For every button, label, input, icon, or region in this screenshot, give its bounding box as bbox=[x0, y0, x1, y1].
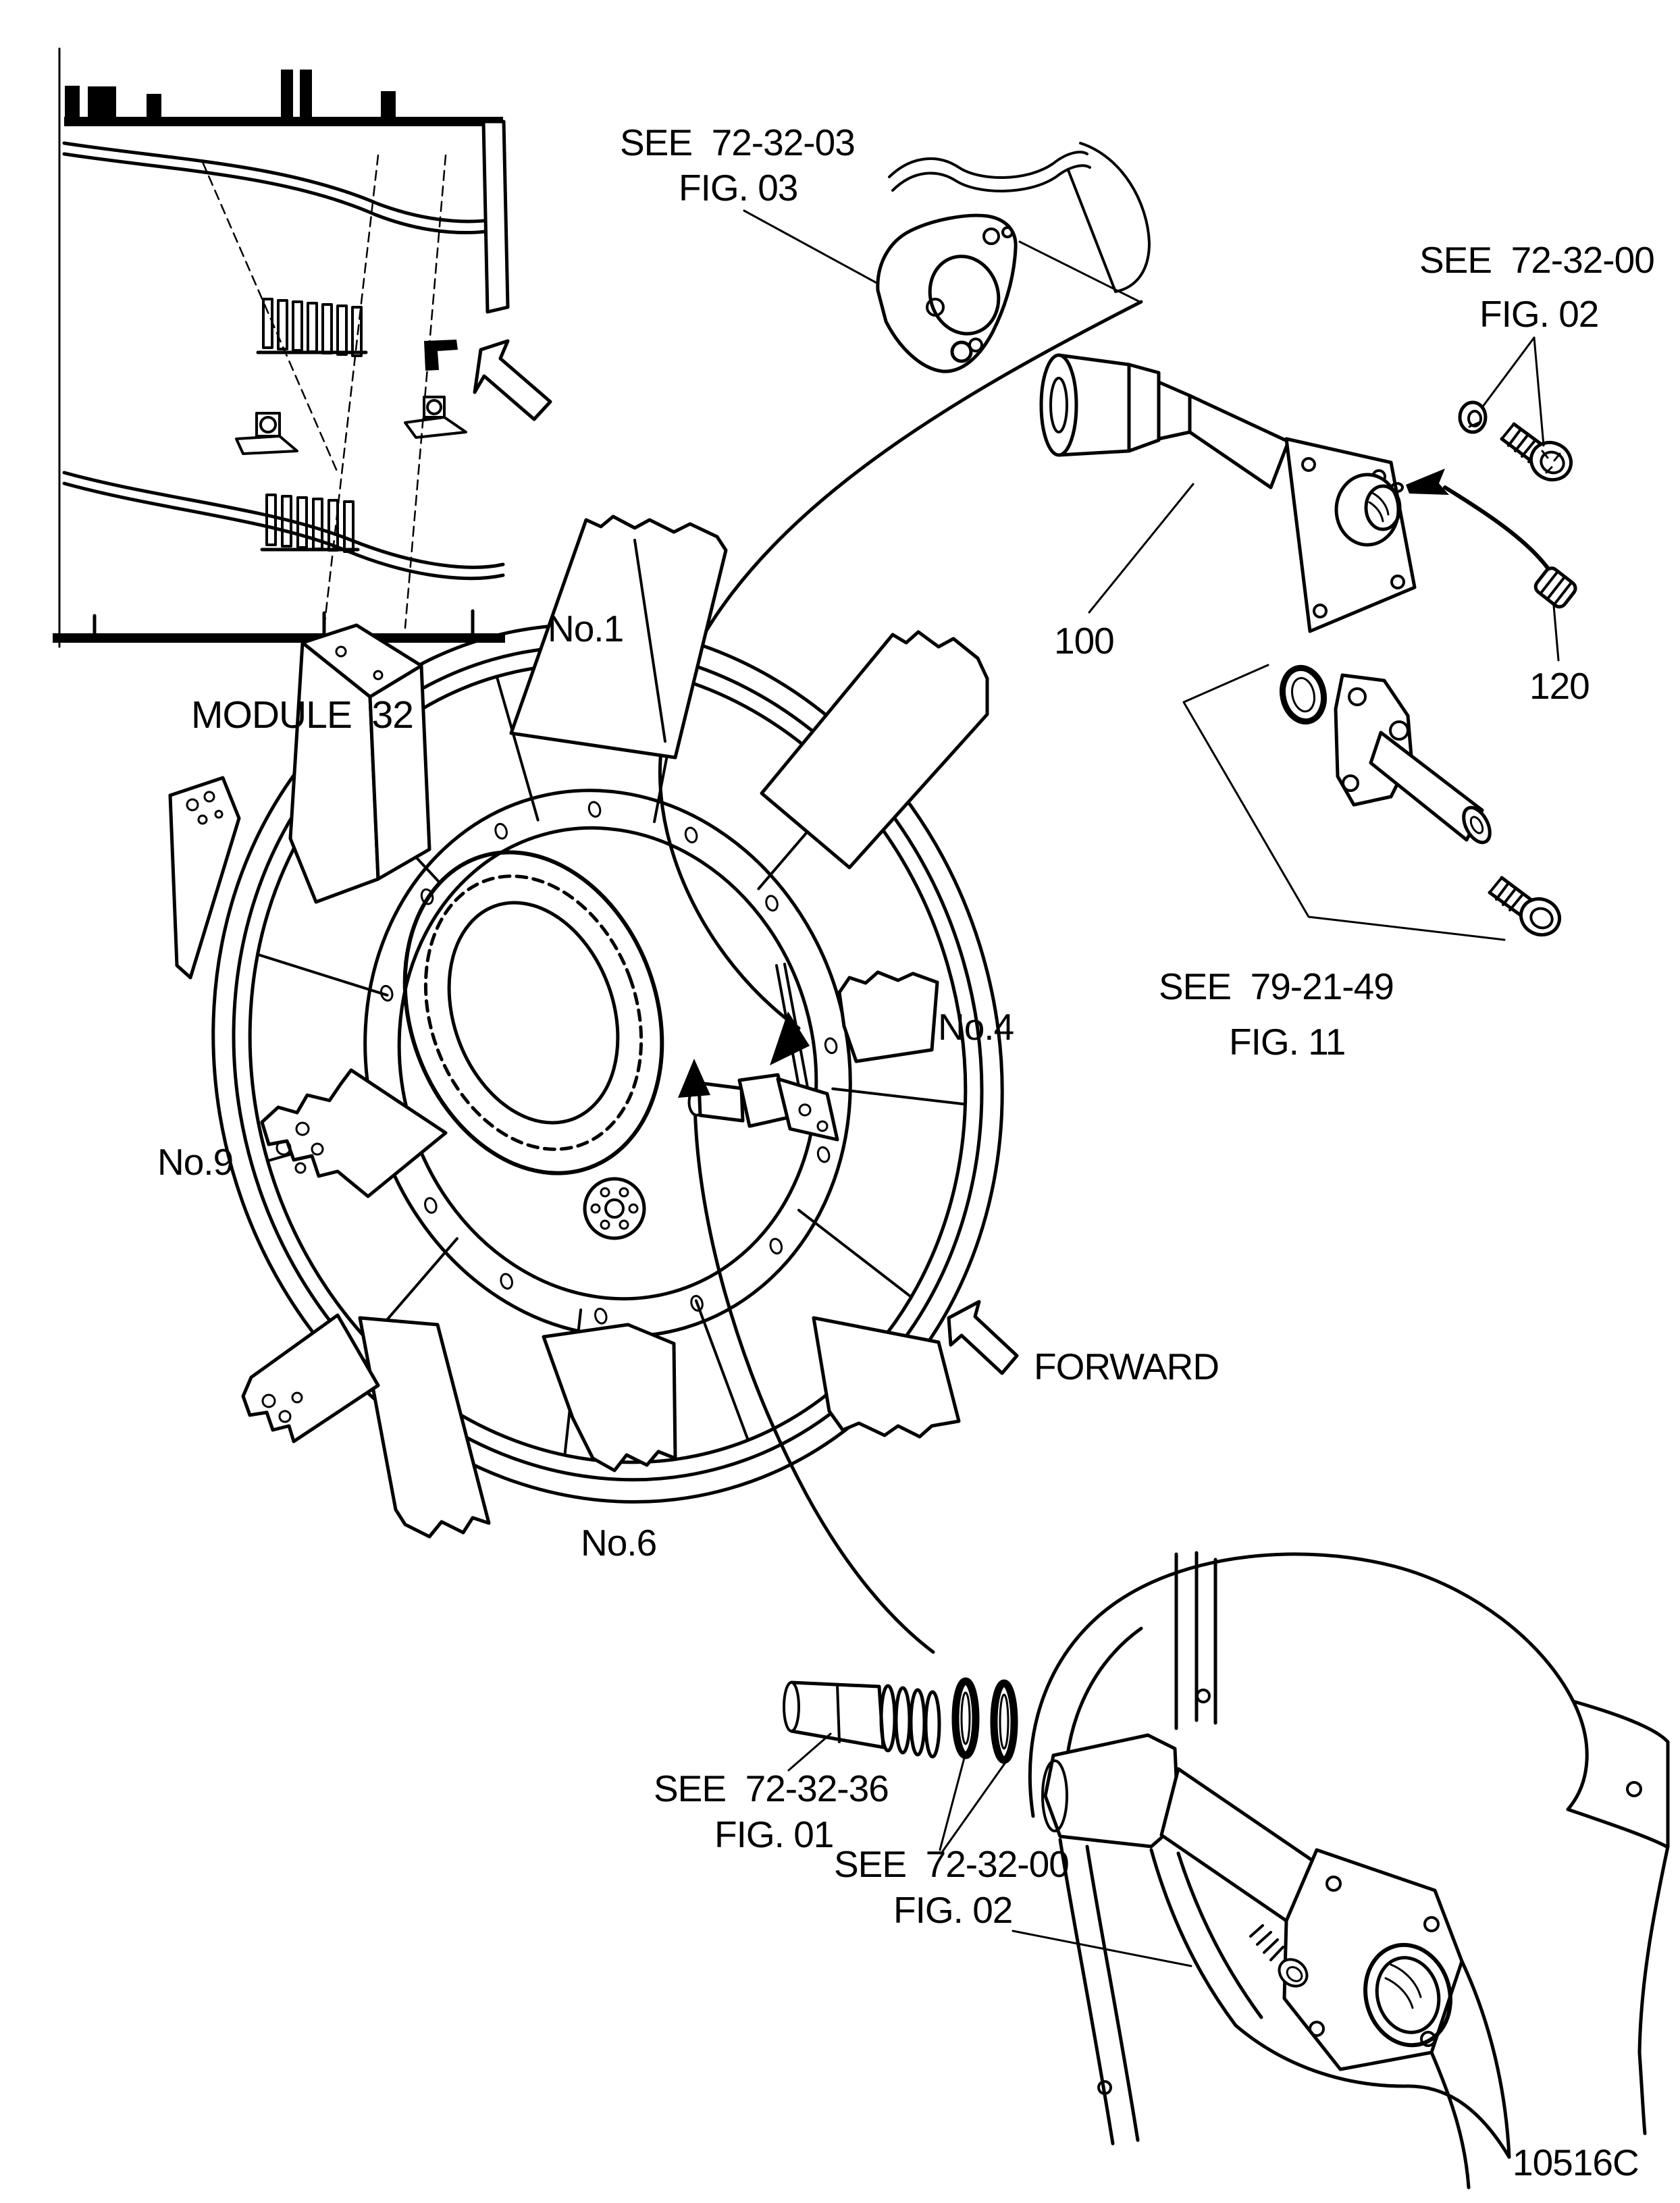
threaded-insert-120 bbox=[1533, 566, 1578, 610]
blade-spike-upper-left bbox=[170, 778, 239, 978]
fig01-leader bbox=[789, 1734, 831, 1770]
module-32-inset bbox=[53, 49, 550, 647]
blade-no6-shape bbox=[544, 1325, 675, 1470]
item120-leader bbox=[1554, 606, 1558, 660]
fig02-top-leaders bbox=[1483, 338, 1544, 446]
install-arrow-icon bbox=[1406, 469, 1449, 495]
bracket-leader-line bbox=[1020, 242, 1138, 301]
oring-fig11 bbox=[1278, 664, 1328, 726]
flowpath-upper-line bbox=[64, 143, 503, 221]
mount-bracket-fig03 bbox=[878, 215, 1016, 371]
blade-bottom-left-long bbox=[360, 1318, 489, 1537]
orings-fig02 bbox=[955, 1681, 1014, 1760]
blade-lower-right bbox=[814, 1318, 959, 1437]
doc-code-label: 10516C bbox=[1513, 2142, 1639, 2183]
bearing-box-left bbox=[236, 413, 297, 454]
fig02-bottom-leaders bbox=[940, 1758, 1005, 1851]
callout-fig02-top-fig: FIG. 02 bbox=[1479, 293, 1599, 335]
blade-broken-lower-left bbox=[243, 1315, 378, 1441]
probe-fig01 bbox=[784, 1682, 939, 1757]
probe-assembly-100 bbox=[1041, 355, 1415, 631]
callout-fig11-fig: FIG. 11 bbox=[1229, 1021, 1346, 1063]
guide-dash bbox=[324, 155, 378, 628]
sensor-arrow-down-icon bbox=[770, 1011, 810, 1065]
hub-flange bbox=[585, 1179, 644, 1238]
blade-upper-right bbox=[762, 632, 987, 868]
bolt-fig02 bbox=[1502, 424, 1577, 486]
forward-label: FORWARD bbox=[1034, 1346, 1219, 1387]
flowpath-lower-line bbox=[64, 473, 503, 567]
callout-fig11-ref: SEE 79-21-49 bbox=[1159, 965, 1394, 1007]
installed-probe-housing bbox=[1043, 1735, 1462, 2069]
callout-fig03-ref: SEE 72-32-03 bbox=[620, 122, 855, 163]
module-32-label: MODULE 32 bbox=[191, 693, 413, 737]
case-notch bbox=[147, 94, 161, 122]
case-prong bbox=[300, 70, 312, 122]
case-prong bbox=[281, 70, 293, 122]
callout-fig02-top-ref: SEE 72-32-00 bbox=[1419, 239, 1654, 281]
case-notch bbox=[65, 86, 80, 122]
case-notch bbox=[88, 86, 116, 122]
callout-fig03-fig: FIG. 03 bbox=[679, 167, 798, 209]
callout-fig01-ref: SEE 72-32-36 bbox=[654, 1768, 889, 1809]
blade-no4-shape bbox=[839, 972, 937, 1061]
item100-leader bbox=[1089, 484, 1193, 612]
blade-no9-shape bbox=[262, 1070, 446, 1196]
item-120-label: 120 bbox=[1529, 665, 1590, 707]
callout-fig02-bottom-ref: SEE 72-32-00 bbox=[834, 1843, 1069, 1885]
callout-fig02-bottom-fig: FIG. 02 bbox=[893, 1889, 1013, 1931]
forward-arrow-icon bbox=[949, 1302, 1017, 1373]
inset-right-fin bbox=[483, 122, 508, 312]
blade-no6-label: No.6 bbox=[581, 1522, 657, 1564]
fig03-leader bbox=[744, 211, 878, 284]
blade-no1-prism bbox=[290, 625, 429, 902]
callout-fig01-fig: FIG. 01 bbox=[714, 1813, 834, 1855]
item-100-label: 100 bbox=[1054, 620, 1114, 662]
sensor-arrow-up-icon bbox=[678, 1059, 710, 1098]
blade-no9-label: No.9 bbox=[157, 1141, 234, 1183]
blade-no4-label: No.4 bbox=[938, 1006, 1014, 1048]
vane-row-lower bbox=[262, 495, 358, 552]
inset-pointer-arrow-icon bbox=[475, 341, 550, 419]
install-arrow-tail bbox=[1445, 487, 1554, 577]
bearing-box-right bbox=[405, 397, 466, 437]
fan-rotor bbox=[111, 516, 1105, 1596]
case-notch bbox=[381, 91, 396, 122]
washer-fig02 bbox=[1460, 402, 1486, 432]
adapter-fig11 bbox=[1336, 675, 1495, 847]
blade-no1-label: No.1 bbox=[548, 608, 624, 649]
bolt-fig11 bbox=[1490, 878, 1565, 941]
sensor-location-mark bbox=[424, 340, 458, 371]
